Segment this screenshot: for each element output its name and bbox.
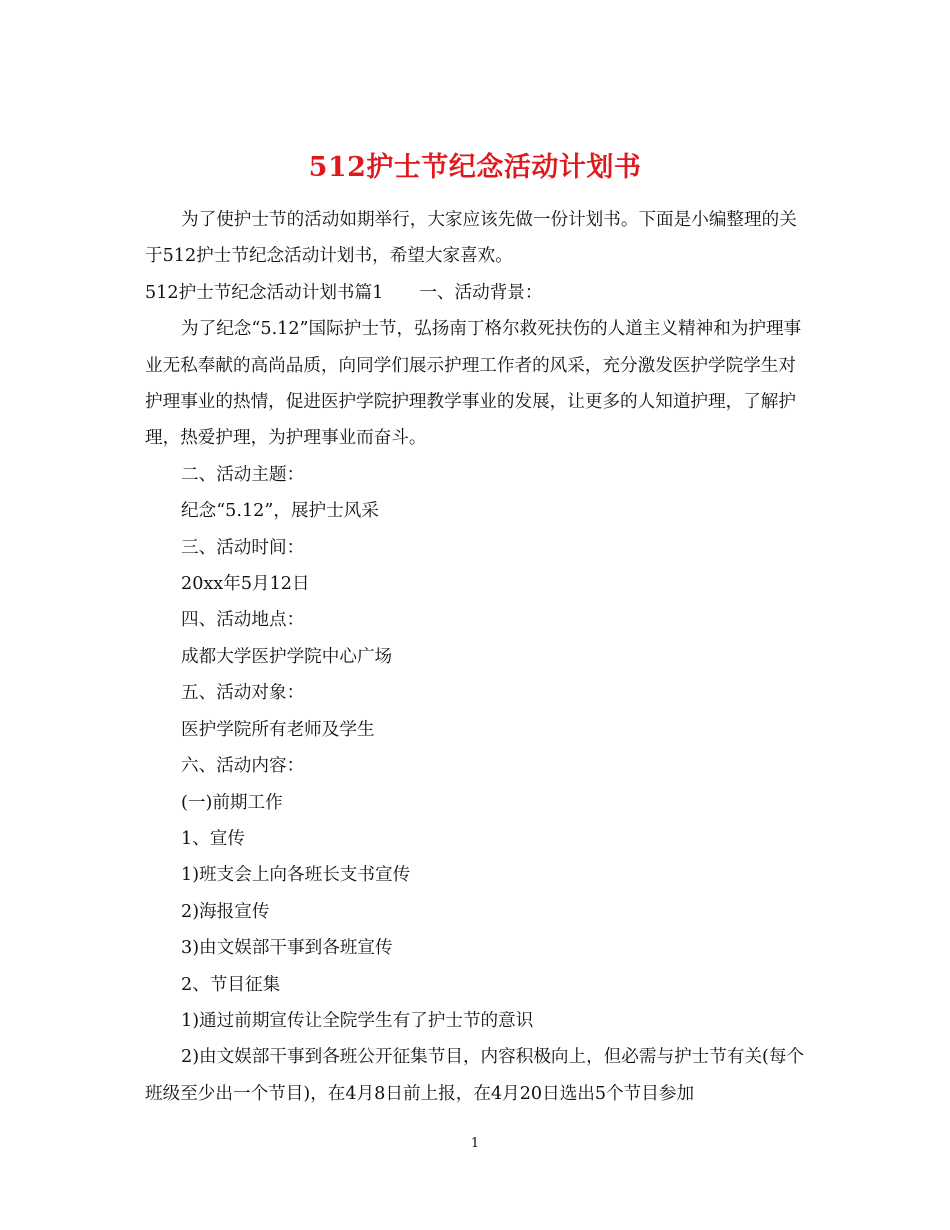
article-heading: 512护士节纪念活动计划书篇1 xyxy=(145,282,384,303)
heading-time: 三、活动时间： xyxy=(181,537,305,558)
background-paragraph: 为了纪念“5.12”国际护士节，弘扬南丁格尔救死扶伤的人道主义精神和为护理事业无私奉献的高尚品质，向同学们展示护理工作者的风采，充分激发医护学院学生对护理事业的热情，促进医护学院护理教学事业的发展，让更多的人知道护理，了解护理，热爱护理，为护理事业而奋斗。 xyxy=(145,319,802,449)
document-title: 512护士节纪念活动计划书 xyxy=(308,152,642,184)
subheading-preparation: (一)前期工作 xyxy=(181,792,283,813)
page-number: 1 xyxy=(470,1136,480,1151)
document-body xyxy=(145,202,805,1112)
heading-content: 六、活动内容： xyxy=(181,756,305,777)
location-text: 成都大学医护学院中心广场 xyxy=(181,646,393,667)
audience-text: 医护学院所有老师及学生 xyxy=(181,719,375,740)
list-item: 3)由文娱部干事到各班宣传 xyxy=(181,938,393,959)
list-item: 1)班支会上向各班长支书宣传 xyxy=(181,865,411,886)
heading-background: 一、活动背景： xyxy=(419,282,543,303)
heading-audience: 五、活动对象： xyxy=(181,683,305,704)
heading-theme: 二、活动主题： xyxy=(181,464,305,485)
item-program-collection: 2、节目征集 xyxy=(181,974,281,995)
intro-paragraph: 为了使护士节的活动如期举行，大家应该先做一份计划书。下面是小编整理的关于512护士节纪念活动计划书，希望大家喜欢。 xyxy=(145,210,797,267)
list-item: 2)海报宣传 xyxy=(181,901,270,922)
section-heading-line xyxy=(145,275,805,311)
time-text: 20xx年5月12日 xyxy=(181,574,310,595)
list-item: 1)通过前期宣传让全院学生有了护士节的意识 xyxy=(181,1010,534,1031)
list-item: 2)由文娱部干事到各班公开征集节目，内容积极向上，但必需与护士节有关(每个班级至少出一个节目)，在4月8日前上报，在4月20日选出5个节目参加 xyxy=(145,1047,805,1104)
item-publicity: 1、宣传 xyxy=(181,828,245,849)
theme-text: 纪念“5.12”，展护士风采 xyxy=(181,501,379,522)
heading-location: 四、活动地点： xyxy=(181,610,305,631)
